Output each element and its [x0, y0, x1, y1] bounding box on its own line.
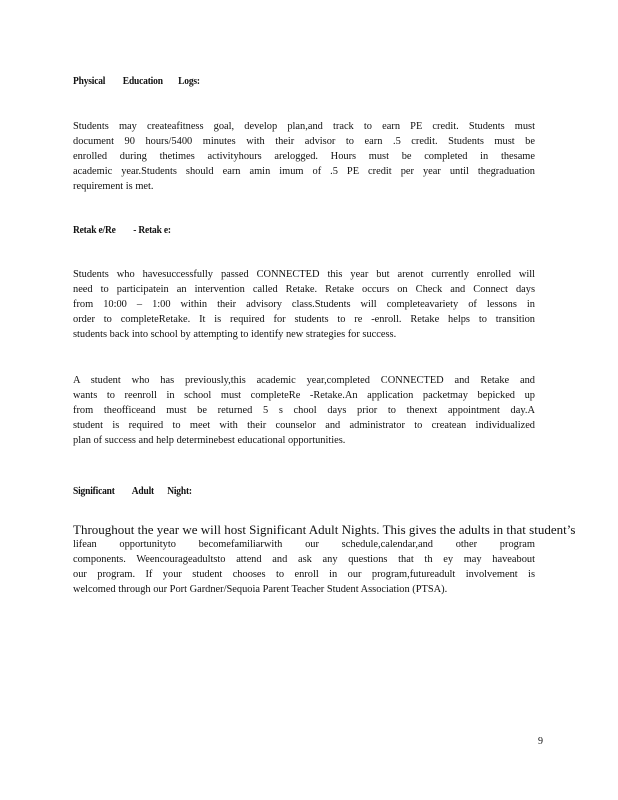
- paragraph-line: requirement is met.: [73, 181, 154, 192]
- retake-paragraph-2: [73, 373, 535, 448]
- paragraph-line: academic year.Students should earn amin imum of .5 PE credit per year until thegraduation: [73, 166, 535, 177]
- retake-paragraph-1: [73, 267, 535, 342]
- paragraph-line: from 10:00 – 1:00 within their advisory class.Students will completeavariety of lessons in: [73, 299, 535, 310]
- paragraph-line: lifean opportunityto becomefamiliarwith our schedule,calendar,and other program: [73, 539, 535, 550]
- pe-logs-paragraph: [73, 119, 535, 194]
- paragraph-lead-line: Throughout the year we will host Significant Adult Nights. This gives the adults in that student’s: [73, 522, 576, 537]
- paragraph-line: our program. If your student chooses to enroll in our program,futureadult involvement is: [73, 569, 535, 580]
- page-number: 9: [538, 736, 543, 747]
- paragraph-line: order to completeRetake. It is required for students to re -enroll. Retake helps to transition: [73, 314, 535, 325]
- paragraph-line: welcomed through our Port Gardner/Sequoia Parent Teacher Student Association (PTSA).: [73, 584, 448, 595]
- retake-heading: Retak e/Re - Retak e:: [73, 224, 171, 236]
- paragraph-line: students back into school by attempting to identify new strategies for success.: [73, 329, 397, 340]
- paragraph-line: enrolled during thetimes activityhours arelogged. Hours must be completed in thesame: [73, 151, 535, 162]
- pe-logs-heading: Physical Education Logs:: [73, 75, 200, 87]
- paragraph-line: Students may createafitness goal, develop plan,and track to earn PE credit. Students must: [73, 121, 535, 132]
- paragraph-line: wants to reenroll in school must completeRe -Retake.An application packetmay bepicked up: [73, 390, 535, 401]
- paragraph-line: A student who has previously,this academic year,completed CONNECTED and Retake and: [73, 375, 535, 386]
- paragraph-line: need to participatein an intervention called Retake. Retake occurs on Check and Connect days: [73, 284, 535, 295]
- paragraph-line: Students who havesuccessfully passed CONNECTED this year but arenot currently enrolled will: [73, 269, 535, 280]
- significant-adult-paragraph: [73, 522, 576, 597]
- paragraph-line: student is required to meet with their counselor and administrator to createan individualized: [73, 420, 535, 431]
- paragraph-line: document 90 hours/5400 minutes with their advisor to earn .5 credit. Students must be: [73, 136, 535, 147]
- significant-adult-heading: Significant Adult Night:: [73, 485, 192, 497]
- paragraph-line: from theofficeand must be returned 5 s chool days prior to thenext appointment day.A: [73, 405, 535, 416]
- paragraph-line: plan of success and help determinebest educational opportunities.: [73, 435, 346, 446]
- paragraph-line: components. Weencourageadultsto attend and ask any questions that th ey may haveabout: [73, 554, 535, 565]
